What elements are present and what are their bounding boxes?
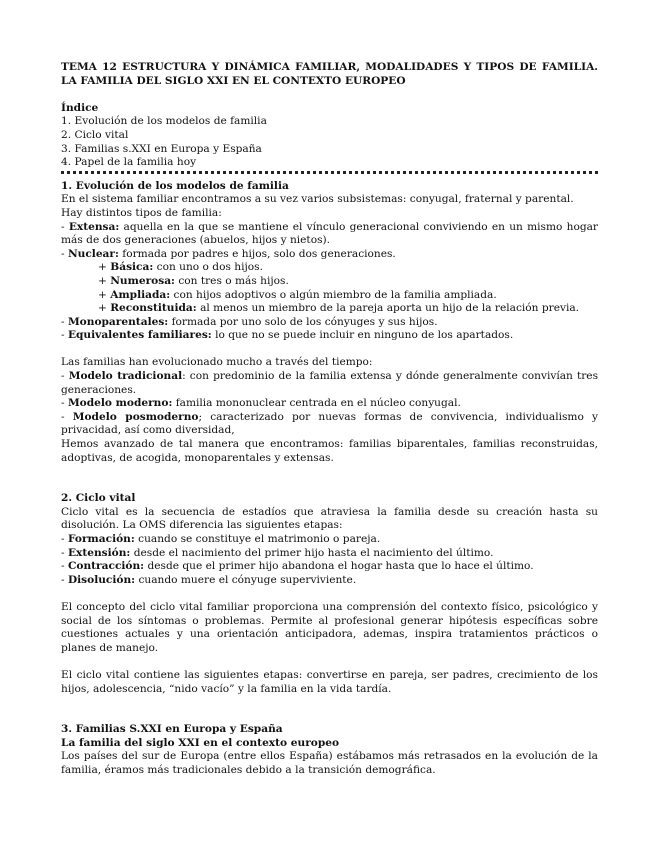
stage-item: - Extensión: desde el nacimiento del primer hijo hasta el nacimiento del último. (61, 546, 494, 559)
index-item: 1. Evolución de los modelos de familia (61, 115, 267, 128)
subtype-item: + Numerosa: con tres o más hijos. (98, 274, 289, 287)
family-type-extensa: - Extensa: aquella en la que se mantiene el vínculo generacional conviviendo en un mismo hogar más de dos generaciones (abuelos, hijos y nietos). (61, 220, 598, 247)
family-type-nuclear: - Nuclear: formada por padres e hijos, solo dos generaciones. (61, 247, 396, 260)
family-type-equivalentes: - Equivalentes familiares: lo que no se puede incluir en ninguno de los apartados. (61, 329, 514, 342)
subtype-item: + Reconstituida: al menos un miembro de la pareja aporta un hijo de la relación previa. (98, 302, 580, 315)
section-heading: 1. Evolución de los modelos de familia (61, 179, 289, 192)
index-item: 2. Ciclo vital (61, 128, 129, 141)
paragraph: El ciclo vital contiene las siguientes etapas: convertirse en pareja, ser padres, crecimiento de los hijos, adolescencia, “nido vacío” y la familia en la vida tardía. (61, 668, 598, 695)
paragraph: En el sistema familiar encontramos a su vez varios subsistemas: conyugal, fraternal y parental. (61, 193, 574, 206)
section-heading: 2. Ciclo vital (61, 492, 136, 505)
section-subheading: La familia del siglo XXI en el contexto europeo (61, 736, 340, 749)
model-tradicional: - Modelo tradicional: con predominio de la familia extensa y dónde generalmente convivían tres generaciones. (61, 370, 599, 396)
stage-item: - Disolución: cuando muere el cónyuge superviviente. (61, 573, 357, 586)
section-heading: 3. Familias S.XXI en Europa y España (61, 723, 283, 736)
section-2 (61, 492, 598, 696)
stage-item: - Contracción: desde que el primer hijo abandona el hogar hasta que lo hace el último. (61, 560, 534, 573)
model-posmoderno: - Modelo posmoderno; caracterizado por nuevas formas de convivencia, individualismo y privacidad, así como diversidad, (61, 410, 599, 437)
paragraph: El concepto del ciclo vital familiar proporciona una comprensión del contexto físico, psicológico y social de los síntomas o problemas. Permite al profesional generar hipótesis específicas sobre cuestiones actuales y una orientación anticipadora, ademas, inspira tratamientos prácticos o planes de manejo. (61, 600, 598, 654)
paragraph: Hay distintos tipos de familia: (61, 206, 222, 219)
section-1 (61, 180, 598, 465)
model-moderno: - Modelo moderno: familia mononuclear centrada en el núcleo conyugal. (61, 397, 461, 410)
index-item: 4. Papel de la familia hoy (61, 156, 197, 169)
paragraph: Los países del sur de Europa (entre ellos España) estábamos más retrasados en la evolución de la familia, éramos más tradicionales debido a la transición demográfica. (61, 750, 598, 776)
subtype-item: + Ampliada: con hijos adoptivos o algún miembro de la familia ampliada. (98, 288, 497, 301)
family-type-monoparentales: - Monoparentales: formada por uno solo de los cónyuges y sus hijos. (61, 315, 438, 328)
paragraph: Las familias han evolucionado mucho a través del tiempo: (61, 356, 373, 369)
section-3 (61, 723, 598, 777)
paragraph: Ciclo vital es la secuencia de estadíos que atraviesa la familia desde su creación hasta su disolución. La OMS diferencia las siguientes etapas: (61, 505, 598, 532)
dotted-divider (61, 171, 598, 174)
index-section (61, 102, 598, 170)
index-item: 3. Familias s.XXI en Europa y España (61, 142, 262, 155)
document-title: TEMA 12 ESTRUCTURA Y DINÁMICA FAMILIAR, MODALIDADES Y TIPOS DE FAMILIA. LA FAMILIA DEL SIGLO XXI EN EL CONTEXTO EUROPEO (61, 61, 598, 87)
paragraph: Hemos avanzado de tal manera que encontramos: familias biparentales, familias reconstruidas, adoptivas, de acogida, monoparentales y extensas. (61, 438, 598, 464)
stage-item: - Formación: cuando se constituye el matrimonio o pareja. (61, 533, 381, 545)
subtype-item: + Básica: con uno o dos hijos. (98, 261, 263, 274)
index-heading: Índice (61, 101, 99, 114)
